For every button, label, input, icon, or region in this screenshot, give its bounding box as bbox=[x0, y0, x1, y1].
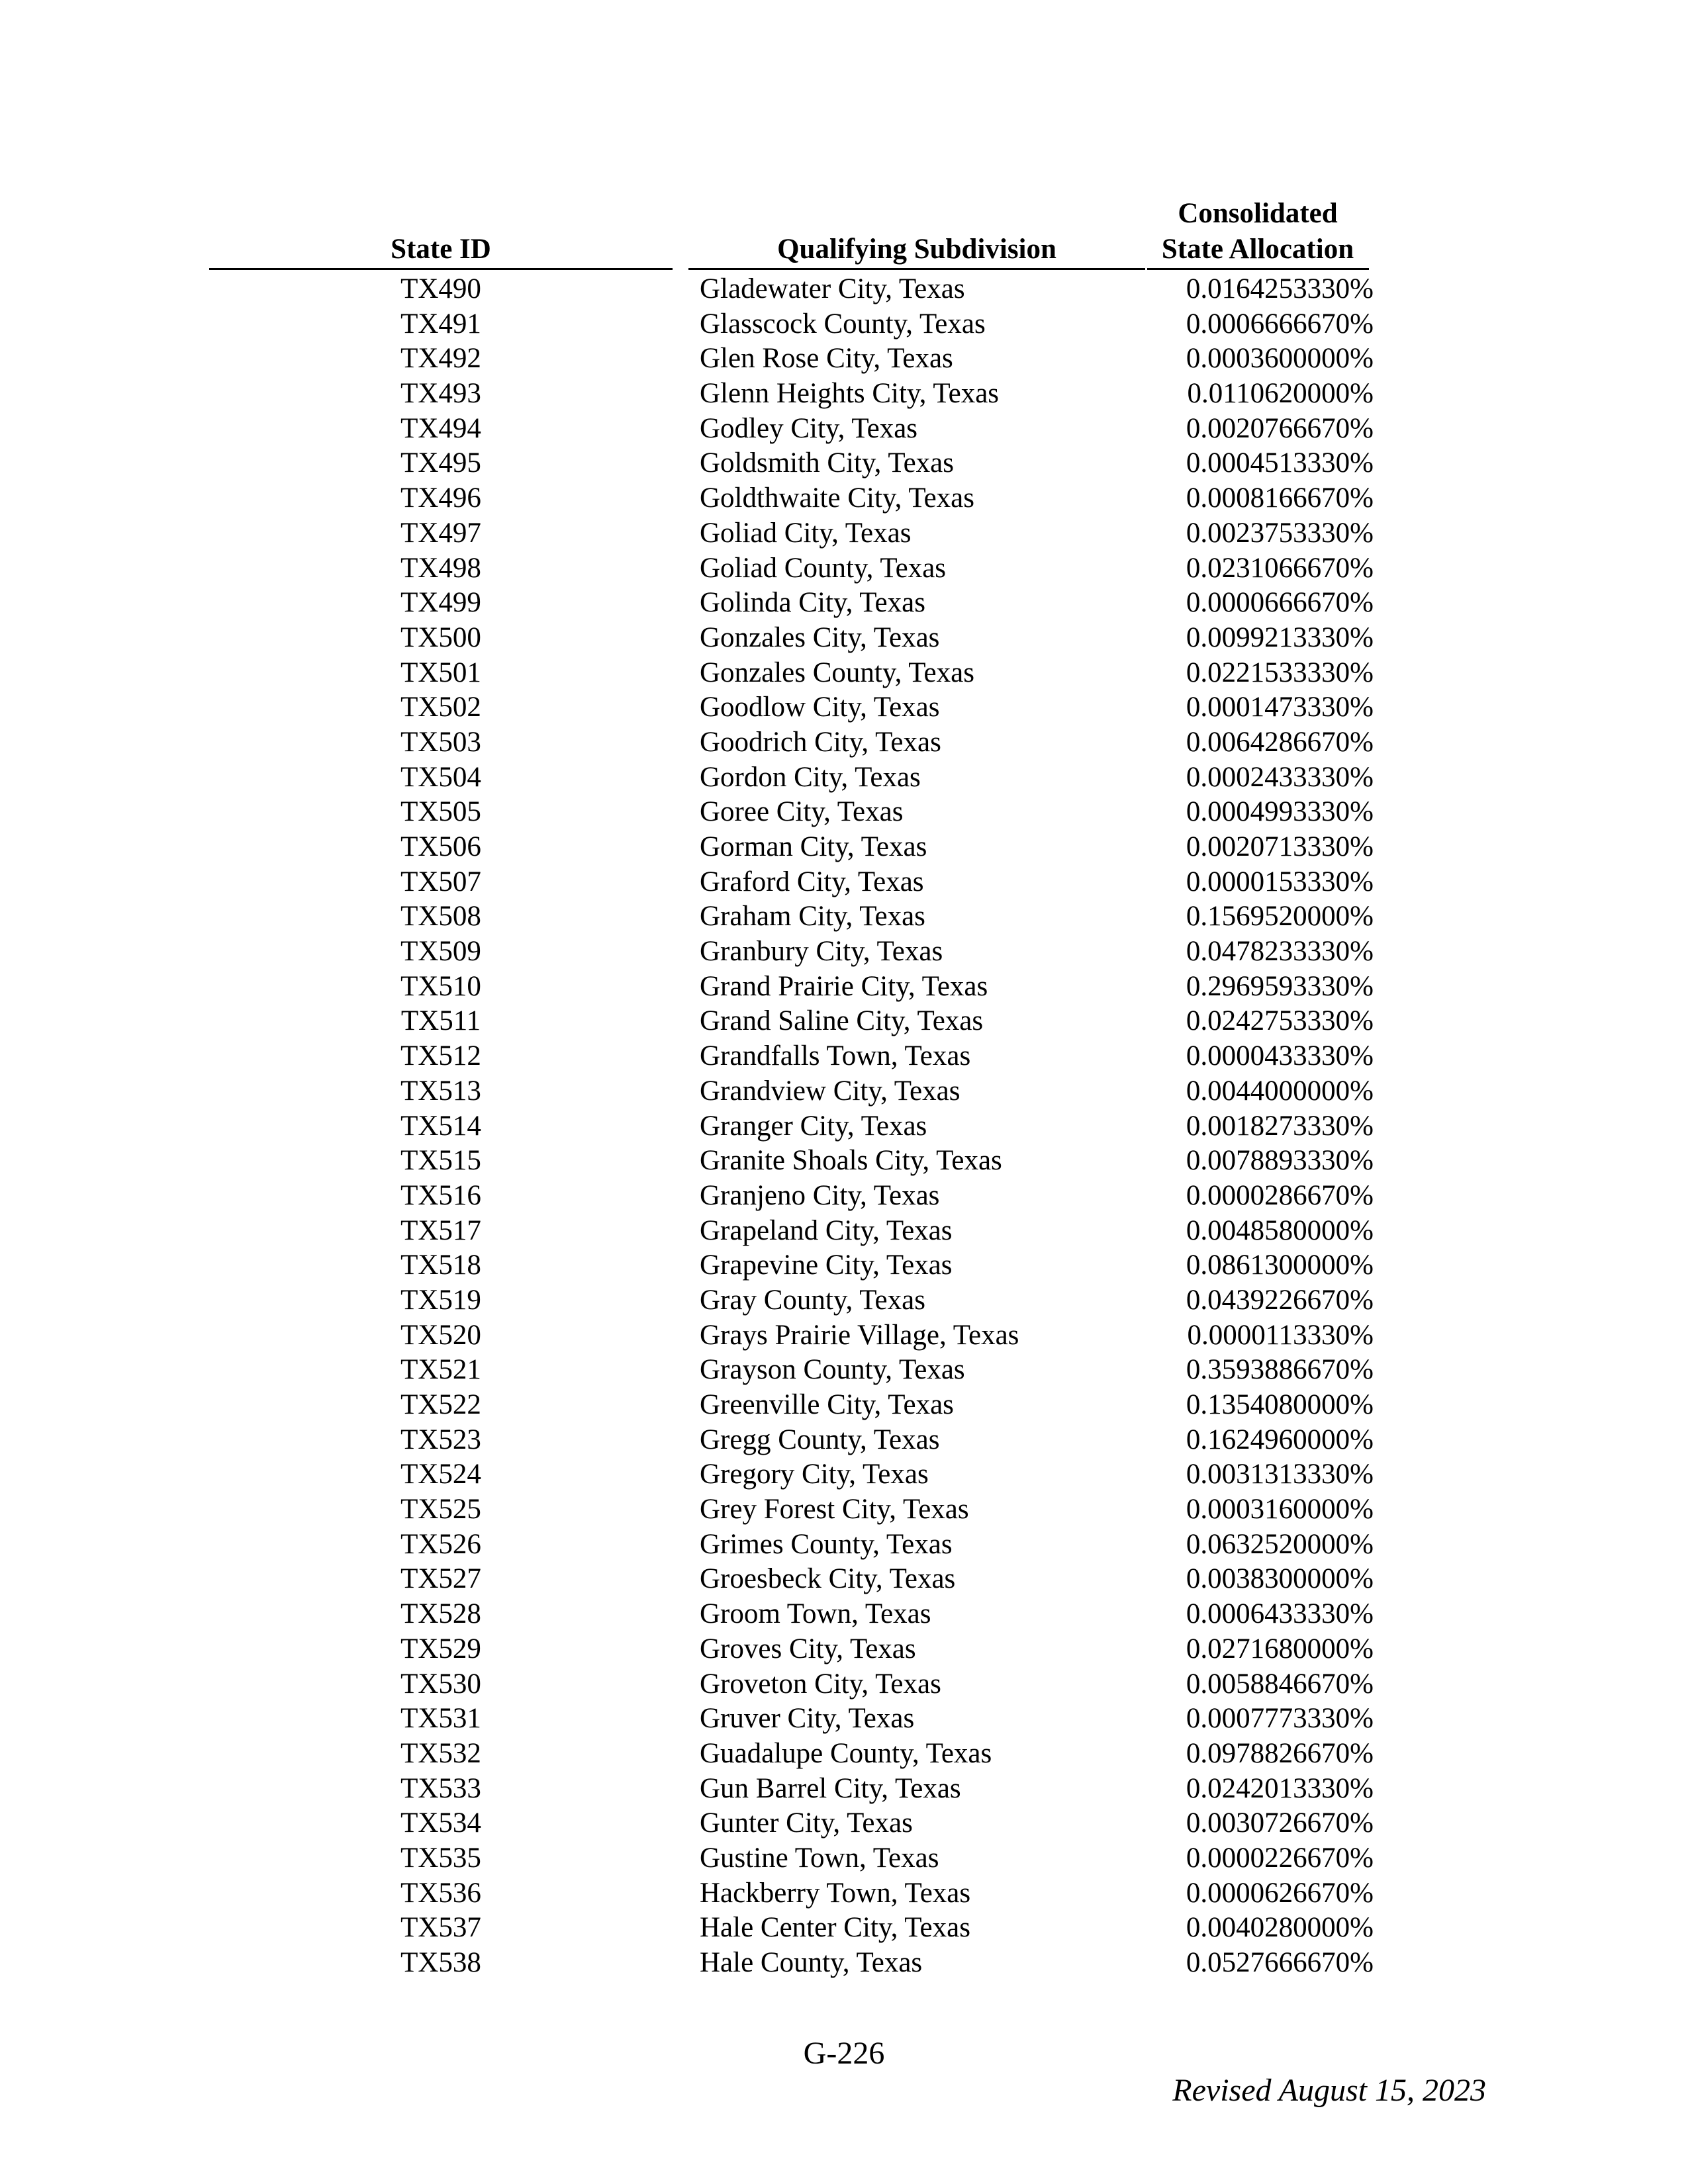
subdivision-cell: Grey Forest City, Texas bbox=[700, 1494, 969, 1525]
table-row bbox=[0, 1911, 1688, 1946]
state-id-cell: TX498 bbox=[400, 552, 481, 584]
state-id-cell: TX523 bbox=[400, 1424, 481, 1455]
subdivision-cell: Glenn Heights City, Texas bbox=[700, 378, 1000, 410]
table-row bbox=[0, 1109, 1688, 1144]
allocation-cell: 0.0099213330% bbox=[1186, 621, 1374, 653]
state-id-cell: TX524 bbox=[400, 1459, 481, 1490]
subdivision-cell: Gruver City, Texas bbox=[700, 1703, 915, 1735]
subdivision-cell: Grandview City, Texas bbox=[700, 1075, 961, 1107]
state-id-cell: TX529 bbox=[400, 1633, 481, 1664]
state-id-cell: TX518 bbox=[400, 1250, 481, 1281]
subdivision-cell: Groesbeck City, Texas bbox=[700, 1563, 956, 1595]
table-row bbox=[0, 1179, 1688, 1214]
state-id-cell: TX519 bbox=[400, 1284, 481, 1316]
allocation-cell: 0.0020713330% bbox=[1186, 831, 1374, 862]
allocation-cell: 0.0003160000% bbox=[1186, 1494, 1374, 1525]
table-row bbox=[0, 1492, 1688, 1527]
allocation-cell: 0.0004993330% bbox=[1186, 796, 1374, 828]
table-row bbox=[0, 1388, 1688, 1423]
table-row bbox=[0, 1353, 1688, 1388]
subdivision-cell: Gustine Town, Texas bbox=[700, 1842, 939, 1874]
subdivision-cell: Gregg County, Texas bbox=[700, 1424, 940, 1455]
state-id-cell: TX530 bbox=[400, 1668, 481, 1700]
subdivision-cell: Gladewater City, Texas bbox=[700, 273, 965, 304]
table-row bbox=[0, 865, 1688, 900]
subdivision-cell: Goree City, Texas bbox=[700, 796, 904, 828]
allocation-table-body bbox=[0, 272, 1688, 1981]
allocation-cell: 0.1569520000% bbox=[1186, 901, 1374, 933]
allocation-cell: 0.2969593330% bbox=[1186, 970, 1374, 1002]
table-row bbox=[0, 690, 1688, 725]
subdivision-cell: Gonzales County, Texas bbox=[700, 657, 974, 688]
allocation-cell: 0.0000433330% bbox=[1186, 1040, 1374, 1072]
state-id-cell: TX528 bbox=[400, 1598, 481, 1630]
table-row bbox=[0, 970, 1688, 1005]
state-id-cell: TX534 bbox=[400, 1807, 481, 1839]
state-id-cell: TX495 bbox=[400, 447, 481, 479]
allocation-cell: 0.0439226670% bbox=[1186, 1284, 1374, 1316]
allocation-cell: 0.0000286670% bbox=[1186, 1179, 1374, 1211]
subdivision-cell: Grandfalls Town, Texas bbox=[700, 1040, 971, 1072]
table-row bbox=[0, 621, 1688, 656]
allocation-cell: 0.0110620000% bbox=[1187, 378, 1374, 410]
allocation-cell: 0.0023753330% bbox=[1186, 517, 1374, 549]
state-id-cell: TX520 bbox=[400, 1319, 481, 1351]
table-row bbox=[0, 1737, 1688, 1772]
table-row bbox=[0, 1667, 1688, 1702]
subdivision-cell: Grimes County, Texas bbox=[700, 1528, 953, 1560]
allocation-cell: 0.0003600000% bbox=[1186, 343, 1374, 375]
state-id-cell: TX536 bbox=[400, 1877, 481, 1909]
state-id-cell: TX538 bbox=[400, 1947, 481, 1978]
allocation-cell: 0.0000226670% bbox=[1186, 1842, 1374, 1874]
state-id-cell: TX497 bbox=[400, 517, 481, 549]
subdivision-cell: Grays Prairie Village, Texas bbox=[700, 1319, 1019, 1351]
allocation-cell: 0.0632520000% bbox=[1186, 1528, 1374, 1560]
state-id-cell: TX502 bbox=[400, 692, 481, 723]
state-id-cell: TX537 bbox=[400, 1912, 481, 1944]
table-row bbox=[0, 1318, 1688, 1353]
table-row bbox=[0, 516, 1688, 551]
subdivision-cell: Goodrich City, Texas bbox=[700, 726, 941, 758]
subdivision-cell: Golinda City, Texas bbox=[700, 587, 925, 619]
subdivision-cell: Graford City, Texas bbox=[700, 866, 924, 897]
table-row bbox=[0, 551, 1688, 586]
allocation-cell: 0.0478233330% bbox=[1186, 936, 1374, 968]
subdivision-cell: Glen Rose City, Texas bbox=[700, 343, 953, 375]
subdivision-cell: Gregory City, Texas bbox=[700, 1459, 929, 1490]
state-id-cell: TX514 bbox=[400, 1110, 481, 1142]
allocation-cell: 0.0058846670% bbox=[1186, 1668, 1374, 1700]
table-row bbox=[0, 1562, 1688, 1597]
allocation-cell: 0.0000153330% bbox=[1186, 866, 1374, 897]
state-id-cell: TX512 bbox=[400, 1040, 481, 1072]
table-row bbox=[0, 446, 1688, 481]
table-row bbox=[0, 934, 1688, 970]
subdivision-cell: Goliad County, Texas bbox=[700, 552, 947, 584]
state-id-cell: TX507 bbox=[400, 866, 481, 897]
state-id-cell: TX493 bbox=[400, 378, 481, 410]
table-row bbox=[0, 899, 1688, 934]
state-id-cell: TX496 bbox=[400, 482, 481, 514]
subdivision-cell: Groves City, Texas bbox=[700, 1633, 916, 1664]
subdivision-cell: Gordon City, Texas bbox=[700, 761, 921, 793]
subdivision-cell: Gorman City, Texas bbox=[700, 831, 927, 862]
subdivision-cell: Glasscock County, Texas bbox=[700, 308, 986, 340]
allocation-cell: 0.0004513330% bbox=[1186, 447, 1374, 479]
allocation-cell: 0.0078893330% bbox=[1186, 1145, 1374, 1177]
table-row bbox=[0, 586, 1688, 621]
state-id-cell: TX501 bbox=[400, 657, 481, 688]
state-id-cell: TX517 bbox=[400, 1214, 481, 1246]
allocation-cell: 0.0221533330% bbox=[1186, 657, 1374, 688]
allocation-cell: 0.0006666670% bbox=[1186, 308, 1374, 340]
subdivision-cell: Hackberry Town, Texas bbox=[700, 1877, 971, 1909]
table-row bbox=[0, 1423, 1688, 1458]
allocation-cell: 0.0030726670% bbox=[1186, 1807, 1374, 1839]
table-row bbox=[0, 1283, 1688, 1318]
state-id-cell: TX491 bbox=[400, 308, 481, 340]
state-id-cell: TX513 bbox=[400, 1075, 481, 1107]
table-row bbox=[0, 1841, 1688, 1876]
table-row bbox=[0, 1702, 1688, 1737]
state-id-cell: TX521 bbox=[400, 1354, 481, 1386]
subdivision-cell: Granite Shoals City, Texas bbox=[700, 1145, 1002, 1177]
state-id-cell: TX499 bbox=[400, 587, 481, 619]
state-id-cell: TX525 bbox=[400, 1494, 481, 1525]
table-row bbox=[0, 1772, 1688, 1807]
state-id-cell: TX511 bbox=[400, 1005, 481, 1037]
table-row bbox=[0, 272, 1688, 307]
state-id-cell: TX516 bbox=[400, 1179, 481, 1211]
subdivision-cell: Hale County, Texas bbox=[700, 1947, 923, 1978]
subdivision-cell: Godley City, Texas bbox=[700, 412, 918, 444]
header-state-id: State ID bbox=[391, 234, 491, 265]
allocation-cell: 0.0000626670% bbox=[1186, 1877, 1374, 1909]
state-id-cell: TX508 bbox=[400, 901, 481, 933]
table-row bbox=[0, 377, 1688, 412]
subdivision-cell: Granbury City, Texas bbox=[700, 936, 943, 968]
state-id-cell: TX532 bbox=[400, 1737, 481, 1769]
revised-date: Revised August 15, 2023 bbox=[1172, 2073, 1486, 2108]
subdivision-cell: Gunter City, Texas bbox=[700, 1807, 913, 1839]
state-id-cell: TX500 bbox=[400, 621, 481, 653]
subdivision-cell: Grand Saline City, Texas bbox=[700, 1005, 984, 1037]
allocation-cell: 0.0031313330% bbox=[1186, 1459, 1374, 1490]
subdivision-cell: Grand Prairie City, Texas bbox=[700, 970, 988, 1002]
state-id-cell: TX510 bbox=[400, 970, 481, 1002]
subdivision-cell: Guadalupe County, Texas bbox=[700, 1737, 992, 1769]
subdivision-cell: Granger City, Texas bbox=[700, 1110, 927, 1142]
allocation-cell: 0.0231066670% bbox=[1186, 552, 1374, 584]
state-id-cell: TX522 bbox=[400, 1389, 481, 1420]
table-row bbox=[0, 1144, 1688, 1179]
subdivision-cell: Goldthwaite City, Texas bbox=[700, 482, 974, 514]
allocation-cell: 0.0000666670% bbox=[1186, 587, 1374, 619]
table-row bbox=[0, 1632, 1688, 1667]
table-row bbox=[0, 307, 1688, 342]
allocation-cell: 0.0978826670% bbox=[1186, 1737, 1374, 1769]
table-row bbox=[0, 412, 1688, 447]
table-row bbox=[0, 725, 1688, 760]
header-allocation-line1: Consolidated bbox=[1178, 198, 1338, 229]
allocation-cell: 0.0164253330% bbox=[1186, 273, 1374, 304]
allocation-cell: 0.0000113330% bbox=[1187, 1319, 1374, 1351]
header-rule-state-id bbox=[209, 268, 673, 270]
allocation-cell: 0.1624960000% bbox=[1186, 1424, 1374, 1455]
state-id-cell: TX492 bbox=[400, 343, 481, 375]
header-rule-subdivision bbox=[688, 268, 1145, 270]
table-row bbox=[0, 1039, 1688, 1074]
allocation-cell: 0.0040280000% bbox=[1186, 1912, 1374, 1944]
table-row bbox=[0, 760, 1688, 796]
allocation-cell: 0.0008166670% bbox=[1186, 482, 1374, 514]
state-id-cell: TX505 bbox=[400, 796, 481, 828]
subdivision-cell: Goodlow City, Texas bbox=[700, 692, 940, 723]
subdivision-cell: Grapevine City, Texas bbox=[700, 1250, 953, 1281]
header-allocation-line2: State Allocation bbox=[1161, 234, 1354, 265]
allocation-cell: 0.1354080000% bbox=[1186, 1389, 1374, 1420]
table-row bbox=[0, 1248, 1688, 1283]
state-id-cell: TX509 bbox=[400, 936, 481, 968]
allocation-cell: 0.0038300000% bbox=[1186, 1563, 1374, 1595]
table-row bbox=[0, 481, 1688, 516]
table-row bbox=[0, 1004, 1688, 1039]
page-number: G-226 bbox=[803, 2036, 885, 2071]
state-id-cell: TX504 bbox=[400, 761, 481, 793]
state-id-cell: TX527 bbox=[400, 1563, 481, 1595]
subdivision-cell: Goliad City, Texas bbox=[700, 517, 912, 549]
subdivision-cell: Groom Town, Texas bbox=[700, 1598, 931, 1630]
table-row bbox=[0, 341, 1688, 377]
allocation-cell: 0.0861300000% bbox=[1186, 1250, 1374, 1281]
table-row bbox=[0, 1806, 1688, 1841]
allocation-cell: 0.0242753330% bbox=[1186, 1005, 1374, 1037]
table-row bbox=[0, 656, 1688, 691]
state-id-cell: TX506 bbox=[400, 831, 481, 862]
allocation-cell: 0.0242013330% bbox=[1186, 1772, 1374, 1804]
state-id-cell: TX503 bbox=[400, 726, 481, 758]
state-id-cell: TX526 bbox=[400, 1528, 481, 1560]
subdivision-cell: Hale Center City, Texas bbox=[700, 1912, 970, 1944]
allocation-cell: 0.0048580000% bbox=[1186, 1214, 1374, 1246]
subdivision-cell: Granjeno City, Texas bbox=[700, 1179, 940, 1211]
allocation-cell: 0.0044000000% bbox=[1186, 1075, 1374, 1107]
header-rule-allocation bbox=[1147, 268, 1369, 270]
allocation-cell: 0.0527666670% bbox=[1186, 1947, 1374, 1978]
subdivision-cell: Gun Barrel City, Texas bbox=[700, 1772, 961, 1804]
allocation-cell: 0.3593886670% bbox=[1186, 1354, 1374, 1386]
state-id-cell: TX515 bbox=[400, 1145, 481, 1177]
table-row bbox=[0, 1457, 1688, 1492]
table-row bbox=[0, 1527, 1688, 1563]
state-id-cell: TX531 bbox=[400, 1703, 481, 1735]
subdivision-cell: Groveton City, Texas bbox=[700, 1668, 941, 1700]
state-id-cell: TX533 bbox=[400, 1772, 481, 1804]
table-row bbox=[0, 1876, 1688, 1911]
table-row bbox=[0, 1597, 1688, 1632]
allocation-cell: 0.0006433330% bbox=[1186, 1598, 1374, 1630]
table-row bbox=[0, 1946, 1688, 1981]
subdivision-cell: Graham City, Texas bbox=[700, 901, 925, 933]
state-id-cell: TX535 bbox=[400, 1842, 481, 1874]
table-row bbox=[0, 1074, 1688, 1109]
table-row bbox=[0, 1214, 1688, 1249]
subdivision-cell: Grapeland City, Texas bbox=[700, 1214, 953, 1246]
allocation-cell: 0.0064286670% bbox=[1186, 726, 1374, 758]
subdivision-cell: Greenville City, Texas bbox=[700, 1389, 954, 1420]
header-qualifying-subdivision: Qualifying Subdivision bbox=[777, 234, 1056, 265]
state-id-cell: TX494 bbox=[400, 412, 481, 444]
subdivision-cell: Gonzales City, Texas bbox=[700, 621, 940, 653]
subdivision-cell: Goldsmith City, Texas bbox=[700, 447, 954, 479]
table-row bbox=[0, 830, 1688, 865]
allocation-cell: 0.0271680000% bbox=[1186, 1633, 1374, 1664]
table-row bbox=[0, 795, 1688, 830]
allocation-cell: 0.0020766670% bbox=[1186, 412, 1374, 444]
subdivision-cell: Grayson County, Texas bbox=[700, 1354, 965, 1386]
subdivision-cell: Gray County, Texas bbox=[700, 1284, 925, 1316]
allocation-cell: 0.0018273330% bbox=[1186, 1110, 1374, 1142]
state-id-cell: TX490 bbox=[400, 273, 481, 304]
allocation-cell: 0.0001473330% bbox=[1186, 692, 1374, 723]
allocation-cell: 0.0002433330% bbox=[1186, 761, 1374, 793]
allocation-cell: 0.0007773330% bbox=[1186, 1703, 1374, 1735]
